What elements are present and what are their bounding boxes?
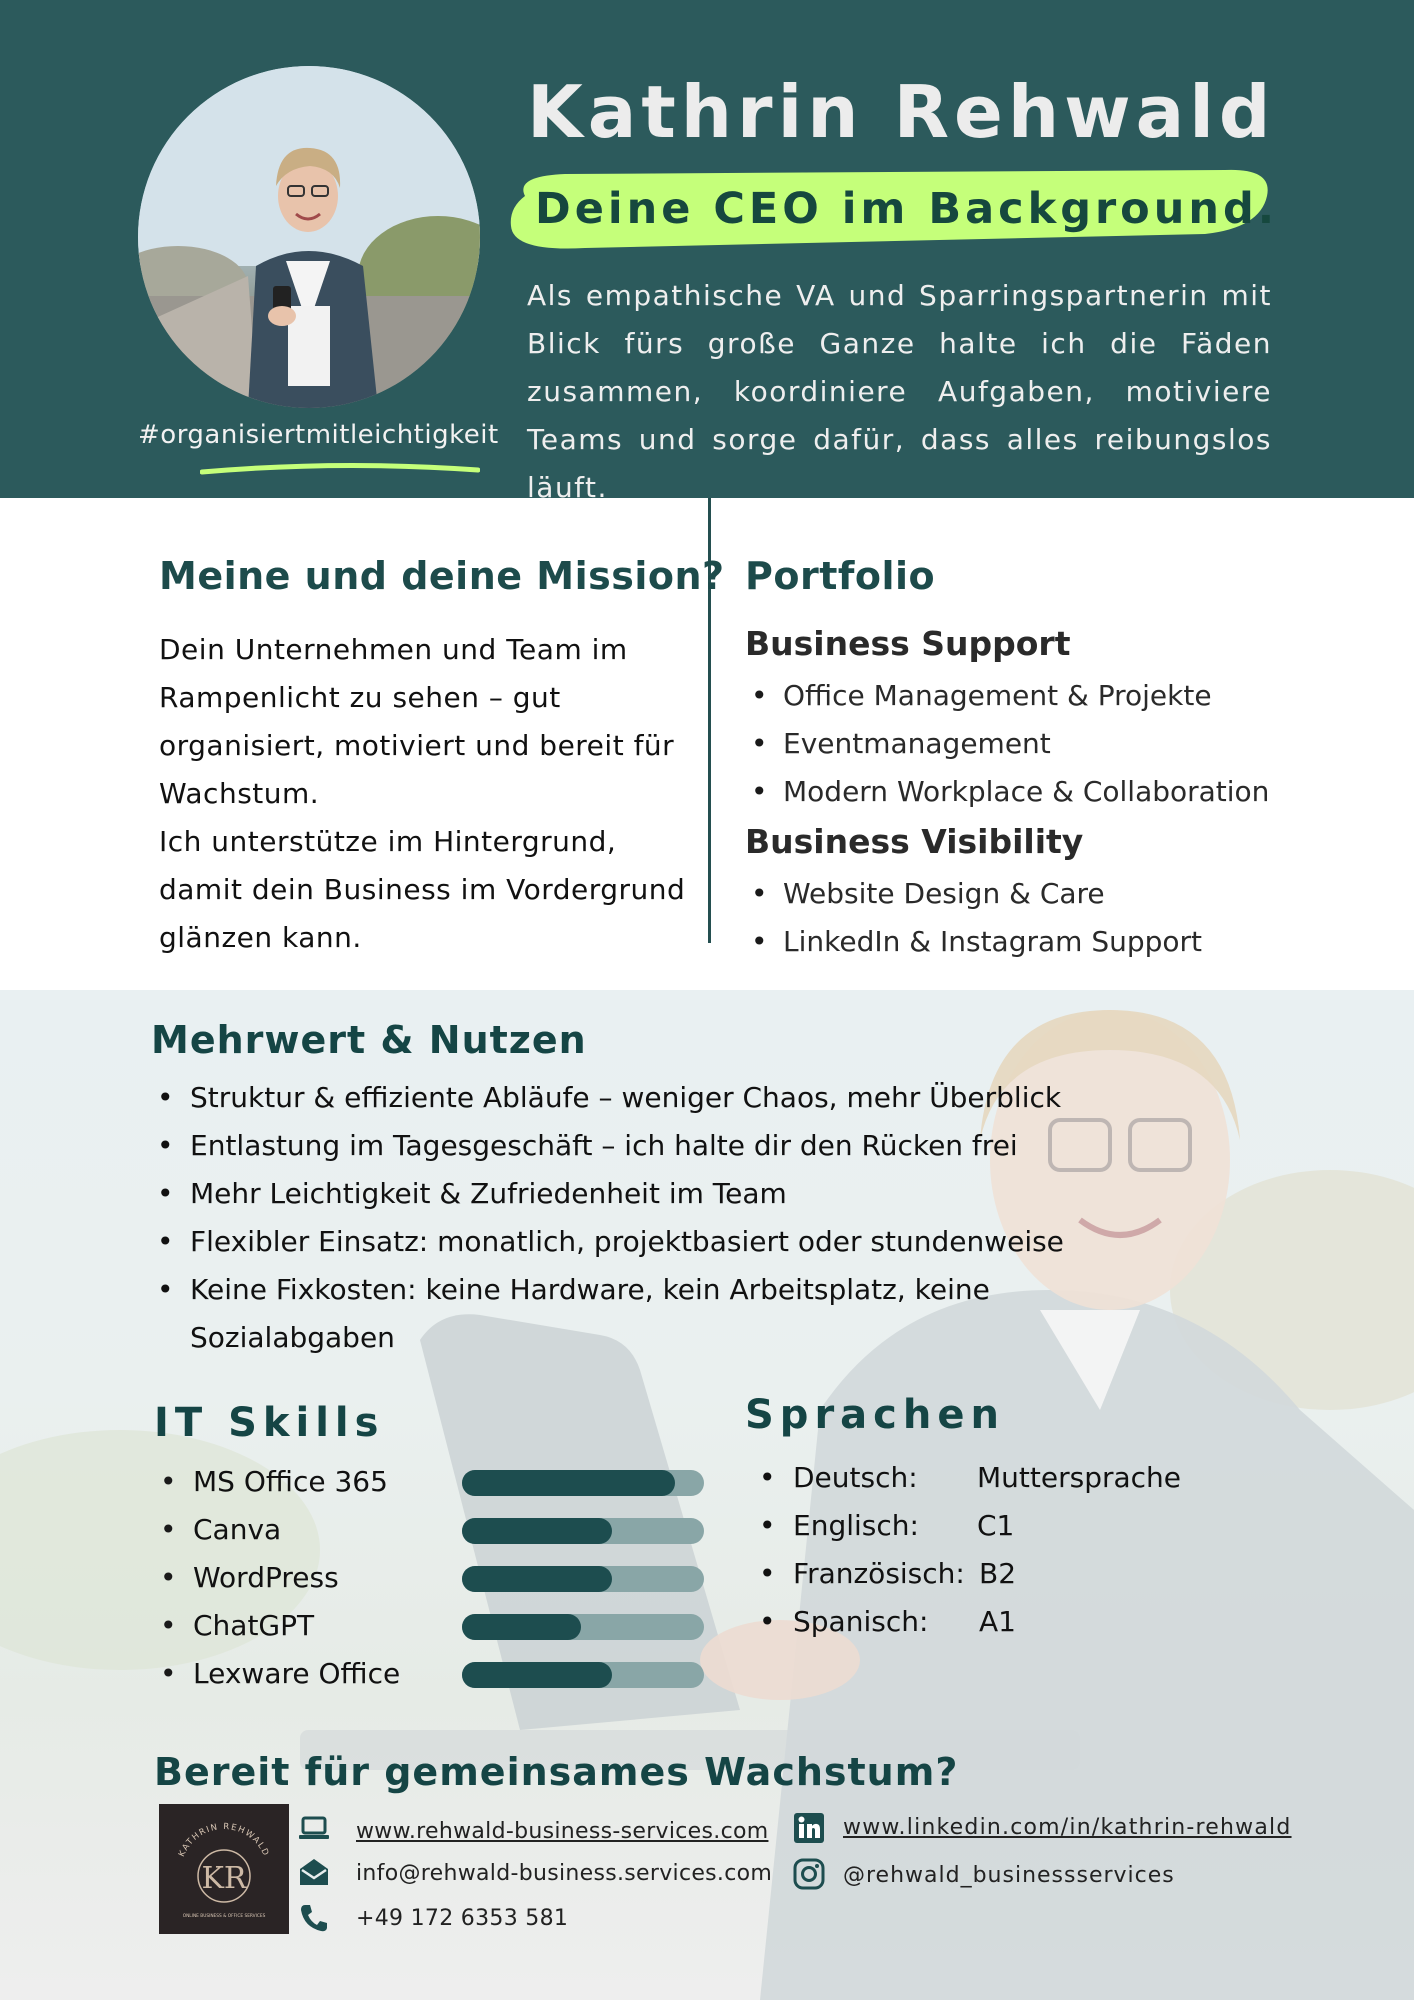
languages-title: Sprachen bbox=[745, 1392, 1005, 1438]
bullet: • bbox=[160, 1657, 177, 1690]
portfolio-group-title: Business Visibility bbox=[745, 822, 1084, 861]
it-skills-list bbox=[154, 1458, 714, 1698]
bullet: • bbox=[160, 1561, 177, 1594]
hashtag-underline-decoration bbox=[200, 462, 480, 476]
bullet: • bbox=[759, 1557, 776, 1590]
benefits-list bbox=[151, 1074, 1071, 1362]
language-level: A1 bbox=[979, 1605, 1016, 1638]
benefit-item: • Keine Fixkosten: keine Hardware, kein Arbeitsplatz, keine Sozialabgaben bbox=[151, 1266, 1071, 1362]
mission-title: Meine und deine Mission? bbox=[159, 554, 725, 598]
envelope-open-icon bbox=[298, 1856, 330, 1888]
svg-text:KATHRIN REHWALD bbox=[177, 1822, 271, 1859]
language-row bbox=[745, 1502, 1245, 1550]
profile-photo bbox=[138, 66, 480, 408]
language-level: B2 bbox=[979, 1557, 1017, 1590]
skill-bar-track bbox=[462, 1614, 704, 1640]
portfolio-item: • Eventmanagement bbox=[745, 720, 1269, 768]
benefit-item: • Mehr Leichtigkeit & Zufriedenheit im Team bbox=[151, 1170, 1071, 1218]
languages-list bbox=[745, 1454, 1245, 1646]
mission-paragraph: Ich unterstütze im Hintergrund, damit dein Business im Vordergrund glänzen kann. bbox=[159, 825, 686, 954]
benefit-item: • Struktur & effiziente Abläufe – weniger Chaos, mehr Überblick bbox=[151, 1074, 1071, 1122]
laptop-icon bbox=[298, 1812, 330, 1844]
bullet: • bbox=[759, 1509, 776, 1542]
bullet: • bbox=[160, 1513, 177, 1546]
logo-initials: KR bbox=[201, 1861, 247, 1896]
skill-row bbox=[154, 1506, 714, 1554]
skill-bar-track bbox=[462, 1518, 704, 1544]
instagram-handle[interactable]: @rehwald_businessservices bbox=[843, 1863, 1175, 1888]
email-text[interactable]: info@rehwald-business.services.com bbox=[356, 1861, 773, 1886]
language-name: Spanisch: bbox=[793, 1605, 929, 1638]
skill-label: Lexware Office bbox=[193, 1657, 401, 1690]
company-logo bbox=[159, 1804, 289, 1934]
mission-paragraph: Dein Unternehmen und Team im Rampenlicht zu sehen – gut organisiert, motiviert und bereit für Wachstum. bbox=[159, 633, 675, 810]
skill-label: ChatGPT bbox=[193, 1609, 315, 1642]
skill-bar-fill bbox=[462, 1518, 612, 1544]
logo-text: KATHRIN REHWALD bbox=[177, 1821, 271, 1859]
skill-bar-track bbox=[462, 1566, 704, 1592]
cta-title: Bereit für gemeinsames Wachstum? bbox=[154, 1750, 959, 1794]
logo-mark bbox=[159, 1804, 289, 1934]
portfolio-item: • Office Management & Projekte bbox=[745, 672, 1269, 720]
phone-icon bbox=[298, 1902, 330, 1934]
skill-row bbox=[154, 1602, 714, 1650]
header-banner bbox=[0, 0, 1414, 504]
benefits-title: Mehrwert & Nutzen bbox=[151, 1018, 587, 1062]
skill-bar-fill bbox=[462, 1662, 612, 1688]
linkedin-link[interactable]: www.linkedin.com/in/kathrin-rehwald bbox=[843, 1815, 1292, 1840]
profile-photo-illustration bbox=[138, 66, 480, 408]
tagline: Deine CEO im Background. bbox=[535, 184, 1279, 234]
website-link[interactable]: www.rehwald-business-services.com bbox=[356, 1819, 769, 1844]
bullet: • bbox=[160, 1609, 177, 1642]
portfolio-item: • LinkedIn & Instagram Support bbox=[745, 918, 1202, 966]
skill-label: WordPress bbox=[193, 1561, 339, 1594]
intro-text: Als empathische VA und Sparringspartnerin mit Blick fürs große Ganze halte ich die Fäden zusammen, koordiniere Aufgaben, motiviere Teams und sorge dafür, dass alles reibungslos läuft. bbox=[527, 279, 1272, 504]
mission-text bbox=[159, 626, 689, 962]
instagram-icon bbox=[793, 1858, 825, 1890]
language-name: Englisch: bbox=[793, 1509, 919, 1542]
linkedin-icon bbox=[793, 1812, 825, 1844]
it-skills-title: IT Skills bbox=[154, 1400, 385, 1446]
language-row bbox=[745, 1454, 1245, 1502]
skill-row bbox=[154, 1554, 714, 1602]
language-name: Französisch: bbox=[793, 1557, 965, 1590]
language-level: C1 bbox=[977, 1509, 1015, 1542]
skill-bar-fill bbox=[462, 1470, 675, 1496]
logo-subtext: ONLINE BUSINESS & OFFICE SERVICES bbox=[182, 1914, 266, 1919]
skill-bar-track bbox=[462, 1470, 704, 1496]
person-name: Kathrin Rehwald bbox=[527, 70, 1276, 154]
language-name: Deutsch: bbox=[793, 1461, 918, 1494]
portfolio-group-title: Business Support bbox=[745, 624, 1071, 663]
language-row bbox=[745, 1550, 1245, 1598]
language-level: Muttersprache bbox=[977, 1461, 1181, 1494]
benefit-item: • Flexibler Einsatz: monatlich, projektbasiert oder stundenweise bbox=[151, 1218, 1071, 1266]
skill-bar-track bbox=[462, 1662, 704, 1688]
portfolio-item: • Website Design & Care bbox=[745, 870, 1202, 918]
portfolio-list-visibility bbox=[745, 870, 1202, 966]
bullet: • bbox=[759, 1461, 776, 1494]
skill-bar-fill bbox=[462, 1614, 581, 1640]
skill-label: MS Office 365 bbox=[193, 1465, 388, 1498]
skill-bar-fill bbox=[462, 1566, 612, 1592]
portfolio-list-support bbox=[745, 672, 1269, 816]
phone-text[interactable]: +49 172 6353 581 bbox=[356, 1906, 569, 1931]
skill-row bbox=[154, 1650, 714, 1698]
bullet: • bbox=[160, 1465, 177, 1498]
portfolio-title: Portfolio bbox=[745, 554, 936, 598]
skill-row bbox=[154, 1458, 714, 1506]
bullet: • bbox=[759, 1605, 776, 1638]
benefit-item: • Entlastung im Tagesgeschäft – ich halte dir den Rücken frei bbox=[151, 1122, 1071, 1170]
portfolio-item: • Modern Workplace & Collaboration bbox=[745, 768, 1269, 816]
hashtag-text: #organisiertmitleichtigkeit bbox=[138, 420, 499, 450]
language-row bbox=[745, 1598, 1245, 1646]
skill-label: Canva bbox=[193, 1513, 282, 1546]
